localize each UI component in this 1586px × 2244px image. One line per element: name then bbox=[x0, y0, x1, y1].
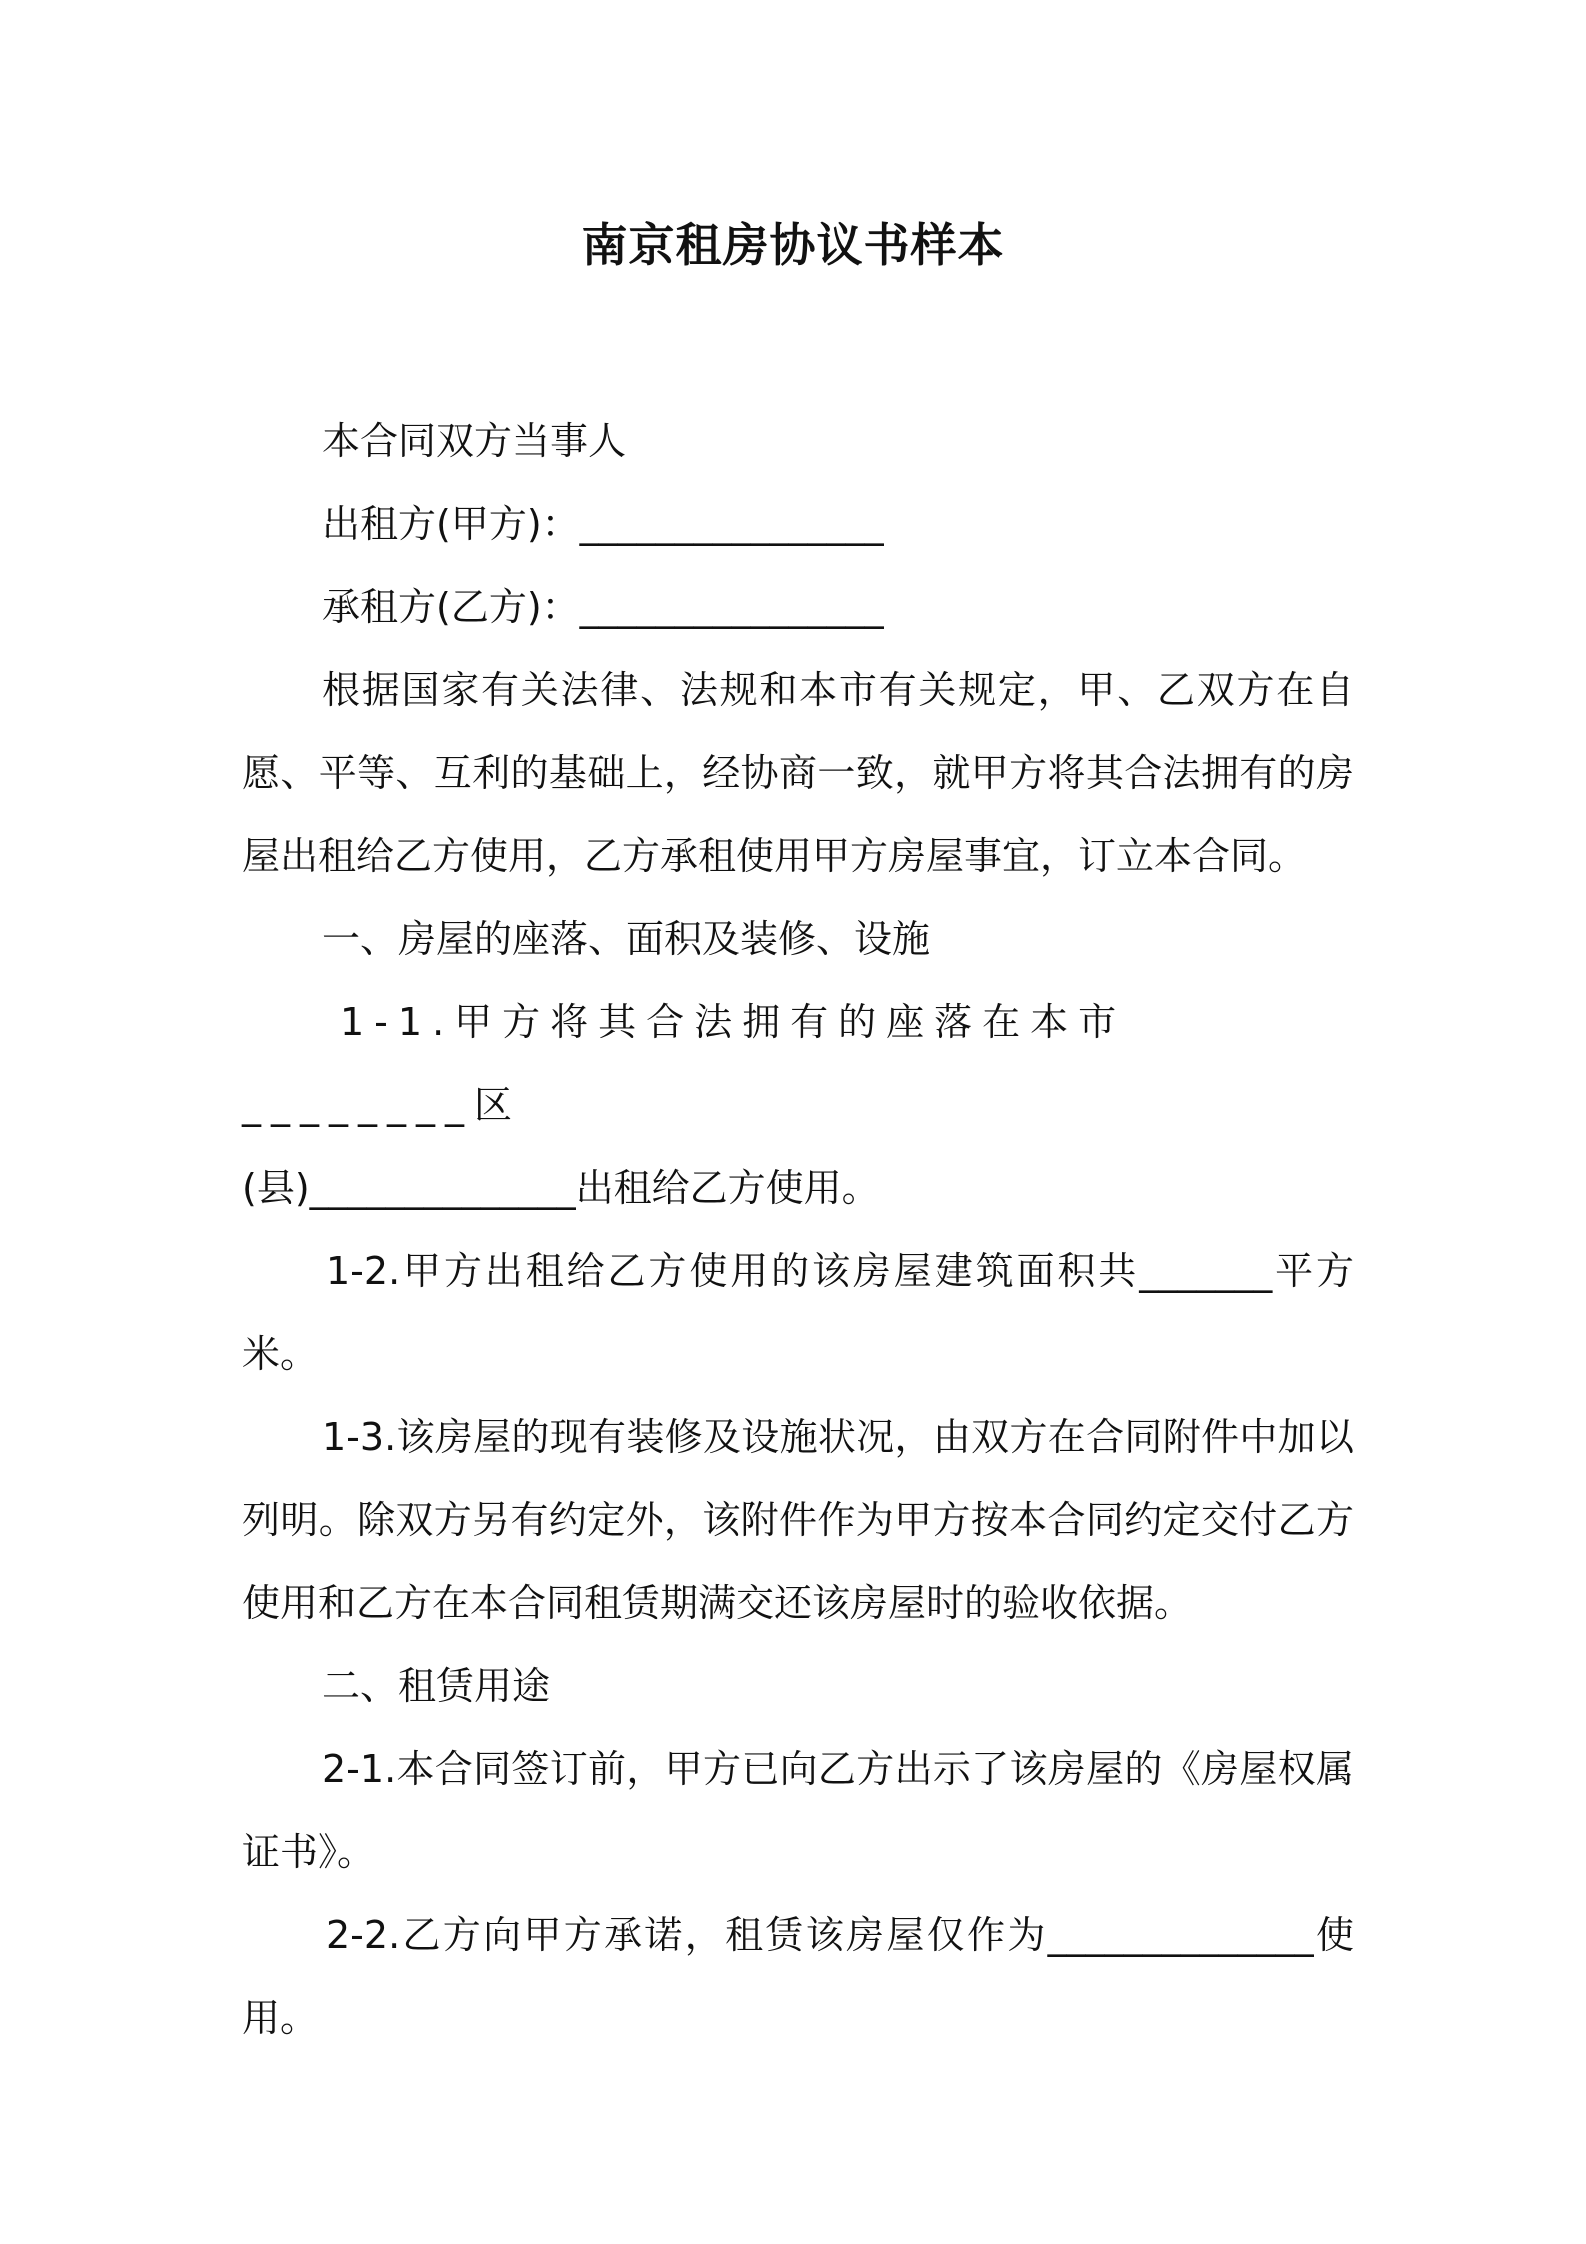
lessee-line: 承租方(乙方)：________________ bbox=[322, 585, 884, 629]
clause-2-2: 2-2.乙方向甲方承诺，租赁该房屋仅作为______________使用。 bbox=[242, 1913, 1354, 2040]
clause-1-1-line-1: 1-1.甲方将其合法拥有的座落在本市________区 bbox=[242, 1000, 1127, 1127]
document-title: 南京租房协议书样本 bbox=[581, 218, 1005, 272]
section-1-heading: 一、房屋的座落、面积及装修、设施 bbox=[322, 917, 931, 961]
preamble-paragraph: 根据国家有关法律、法规和本市有关规定，甲、乙双方在自愿、平等、互利的基础上，经协商一致，就甲方将其合法拥有的房屋出租给乙方使用，乙方承租使用甲方房屋事宜，订立本合同。 bbox=[242, 668, 1354, 878]
document-body bbox=[242, 400, 1354, 2060]
clause-1-2: 1-2.甲方出租给乙方使用的该房屋建筑面积共_______平方米。 bbox=[242, 1249, 1354, 1376]
parties-intro: 本合同双方当事人 bbox=[322, 419, 627, 463]
lessor-line: 出租方(甲方)：________________ bbox=[322, 502, 884, 546]
clause-2-1: 2-1.本合同签订前，甲方已向乙方出示了该房屋的《房屋权属证书》。 bbox=[242, 1747, 1354, 1874]
section-2-heading: 二、租赁用途 bbox=[322, 1664, 551, 1708]
clause-1-1-line-2: (县)______________出租给乙方使用。 bbox=[242, 1166, 880, 1210]
clause-1-3: 1-3.该房屋的现有装修及设施状况，由双方在合同附件中加以列明。除双方另有约定外，该附件作为甲方按本合同约定交付乙方使用和乙方在本合同租赁期满交还该房屋时的验收依据。 bbox=[242, 1415, 1354, 1625]
